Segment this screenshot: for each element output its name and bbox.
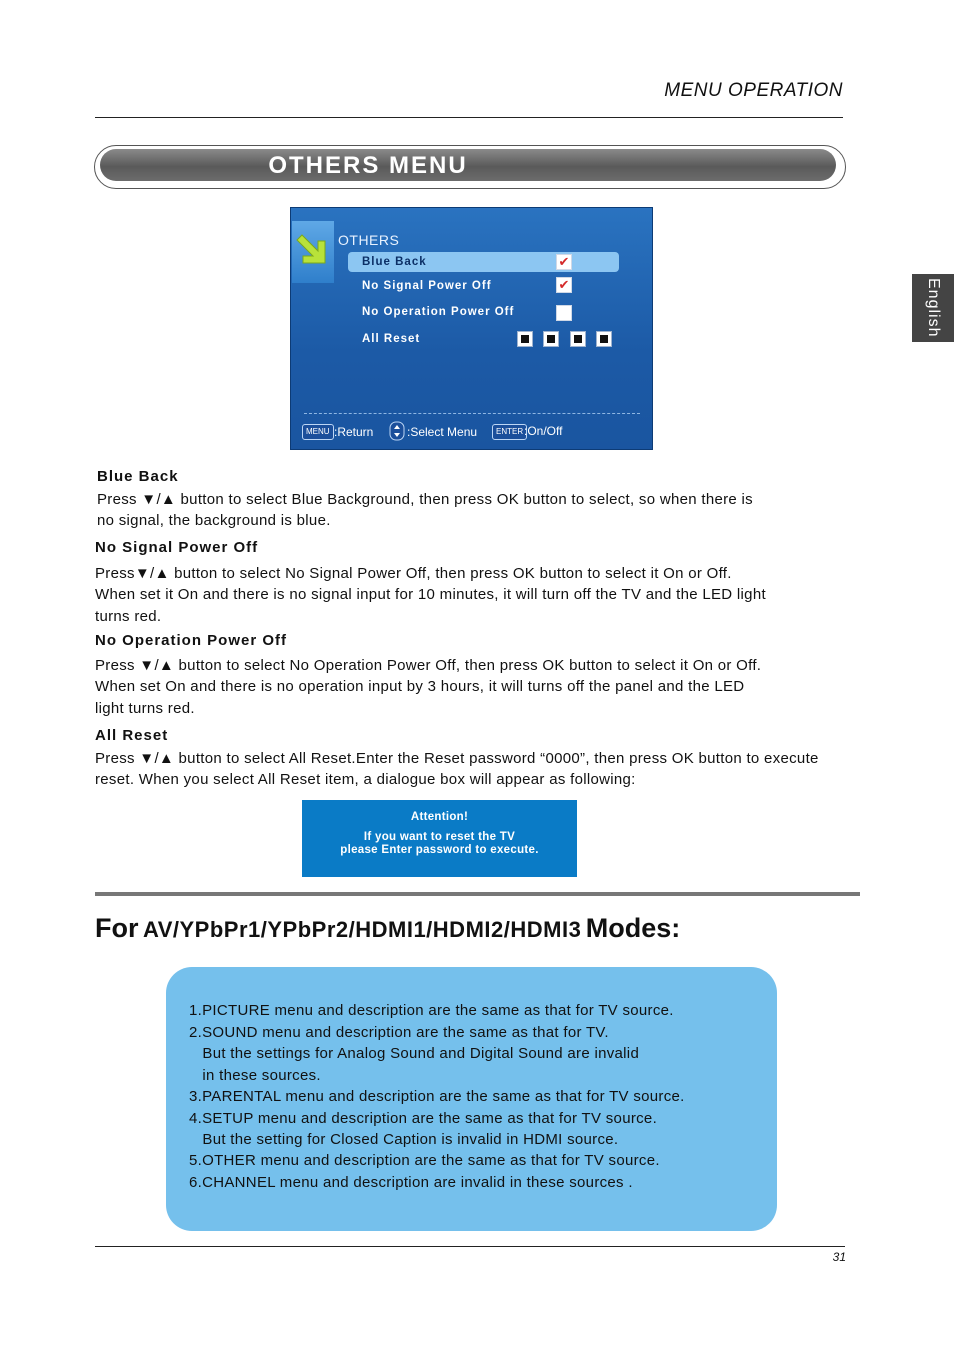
para-blue-back-2: no signal, the background is blue. xyxy=(97,512,331,529)
note-line: 3.PARENTAL menu and description are the same as that for TV source. xyxy=(189,1088,685,1105)
para-no-operation-2: When set On and there is no operation input by 3 hours, it will turns off the panel and the LED xyxy=(95,678,745,695)
dialog-line-2: please Enter password to execute. xyxy=(340,844,539,856)
header-rule xyxy=(95,117,843,118)
footer-rule xyxy=(95,1246,845,1247)
para-no-signal-1: Press▼/▲ button to select No Signal Power Off, then press OK button to select it On or Off. xyxy=(95,565,732,582)
para-blue-back-1: Press ▼/▲ button to select Blue Background, then press OK button to select, so when there is xyxy=(97,491,753,508)
updown-key-icon xyxy=(389,421,405,441)
osd-divider xyxy=(304,413,640,414)
osd-item-no-signal-power-off[interactable]: No Signal Power Off xyxy=(362,280,492,292)
password-digit-3[interactable] xyxy=(570,331,586,347)
osd-menu-title: OTHERS xyxy=(338,232,400,248)
page-number: 31 xyxy=(832,1250,846,1264)
para-all-reset-1: Press ▼/▲ button to select All Reset.Enter the Reset password “0000”, then press OK button to execute xyxy=(95,750,819,767)
arrow-down-right-icon xyxy=(292,221,334,283)
para-no-operation-3: light turns red. xyxy=(95,700,195,717)
para-no-operation-1: Press ▼/▲ button to select No Operation Power Off, then press OK button to select it On or Off. xyxy=(95,657,762,674)
menu-key-icon: MENU xyxy=(302,424,334,440)
hint-select-menu: :Select Menu xyxy=(407,425,478,439)
hint-return: :Return xyxy=(334,425,374,439)
modes-sources: AV/YPbPr1/YPbPr2/HDMI1/HDMI2/HDMI3 xyxy=(142,917,582,942)
hint-on-off: :On/Off xyxy=(524,424,563,438)
osd-item-blue-back[interactable]: Blue Back xyxy=(362,256,427,268)
heading-blue-back: Blue Back xyxy=(97,468,179,485)
dialog-line-1: If you want to reset the TV xyxy=(363,831,516,843)
note-line: 4.SETUP menu and description are the same as that for TV source. xyxy=(189,1110,658,1127)
osd-item-no-operation-power-off[interactable]: No Operation Power Off xyxy=(362,306,515,318)
no-signal-power-off-checkbox[interactable]: ✔ xyxy=(556,277,572,293)
modes-prefix: For xyxy=(95,913,139,943)
osd-menu-icon-box xyxy=(292,221,334,283)
modes-heading xyxy=(95,913,680,944)
note-line: But the settings for Analog Sound and Digital Sound are invalid xyxy=(189,1045,640,1062)
para-no-signal-3: turns red. xyxy=(95,608,162,625)
modes-suffix: Modes: xyxy=(585,913,681,943)
para-no-signal-2: When set it On and there is no signal input for 10 minutes, it will turn off the TV and the LED light xyxy=(95,586,766,603)
heading-no-operation-power-off: No Operation Power Off xyxy=(95,632,288,649)
note-line: 5.OTHER menu and description are the same as that for TV source. xyxy=(189,1152,660,1169)
password-digit-4[interactable] xyxy=(596,331,612,347)
heading-no-signal-power-off: No Signal Power Off xyxy=(95,539,259,556)
note-line: 2.SOUND menu and description are the same as that for TV. xyxy=(189,1024,609,1041)
note-line: 6.CHANNEL menu and description are invalid in these sources . xyxy=(189,1174,633,1191)
section-title: OTHERS MENU xyxy=(268,152,468,179)
no-operation-power-off-checkbox[interactable] xyxy=(556,305,572,321)
note-line: in these sources. xyxy=(189,1067,321,1084)
password-digit-2[interactable] xyxy=(543,331,559,347)
dialog-title: Attention! xyxy=(410,811,469,823)
note-line: 1.PICTURE menu and description are the same as that for TV source. xyxy=(189,1002,674,1019)
para-all-reset-2: reset. When you select All Reset item, a dialogue box will appear as following: xyxy=(95,771,636,788)
note-line: But the setting for Closed Caption is invalid in HDMI source. xyxy=(189,1131,619,1148)
password-digit-1[interactable] xyxy=(517,331,533,347)
section-separator xyxy=(95,892,860,896)
page-header-title: MENU OPERATION xyxy=(664,80,843,101)
enter-key-icon: ENTER xyxy=(492,424,527,440)
blue-back-checkbox[interactable]: ✔ xyxy=(556,254,572,270)
heading-all-reset: All Reset xyxy=(95,727,169,744)
osd-item-all-reset[interactable]: All Reset xyxy=(362,333,421,345)
language-tab-label: English xyxy=(925,278,942,338)
